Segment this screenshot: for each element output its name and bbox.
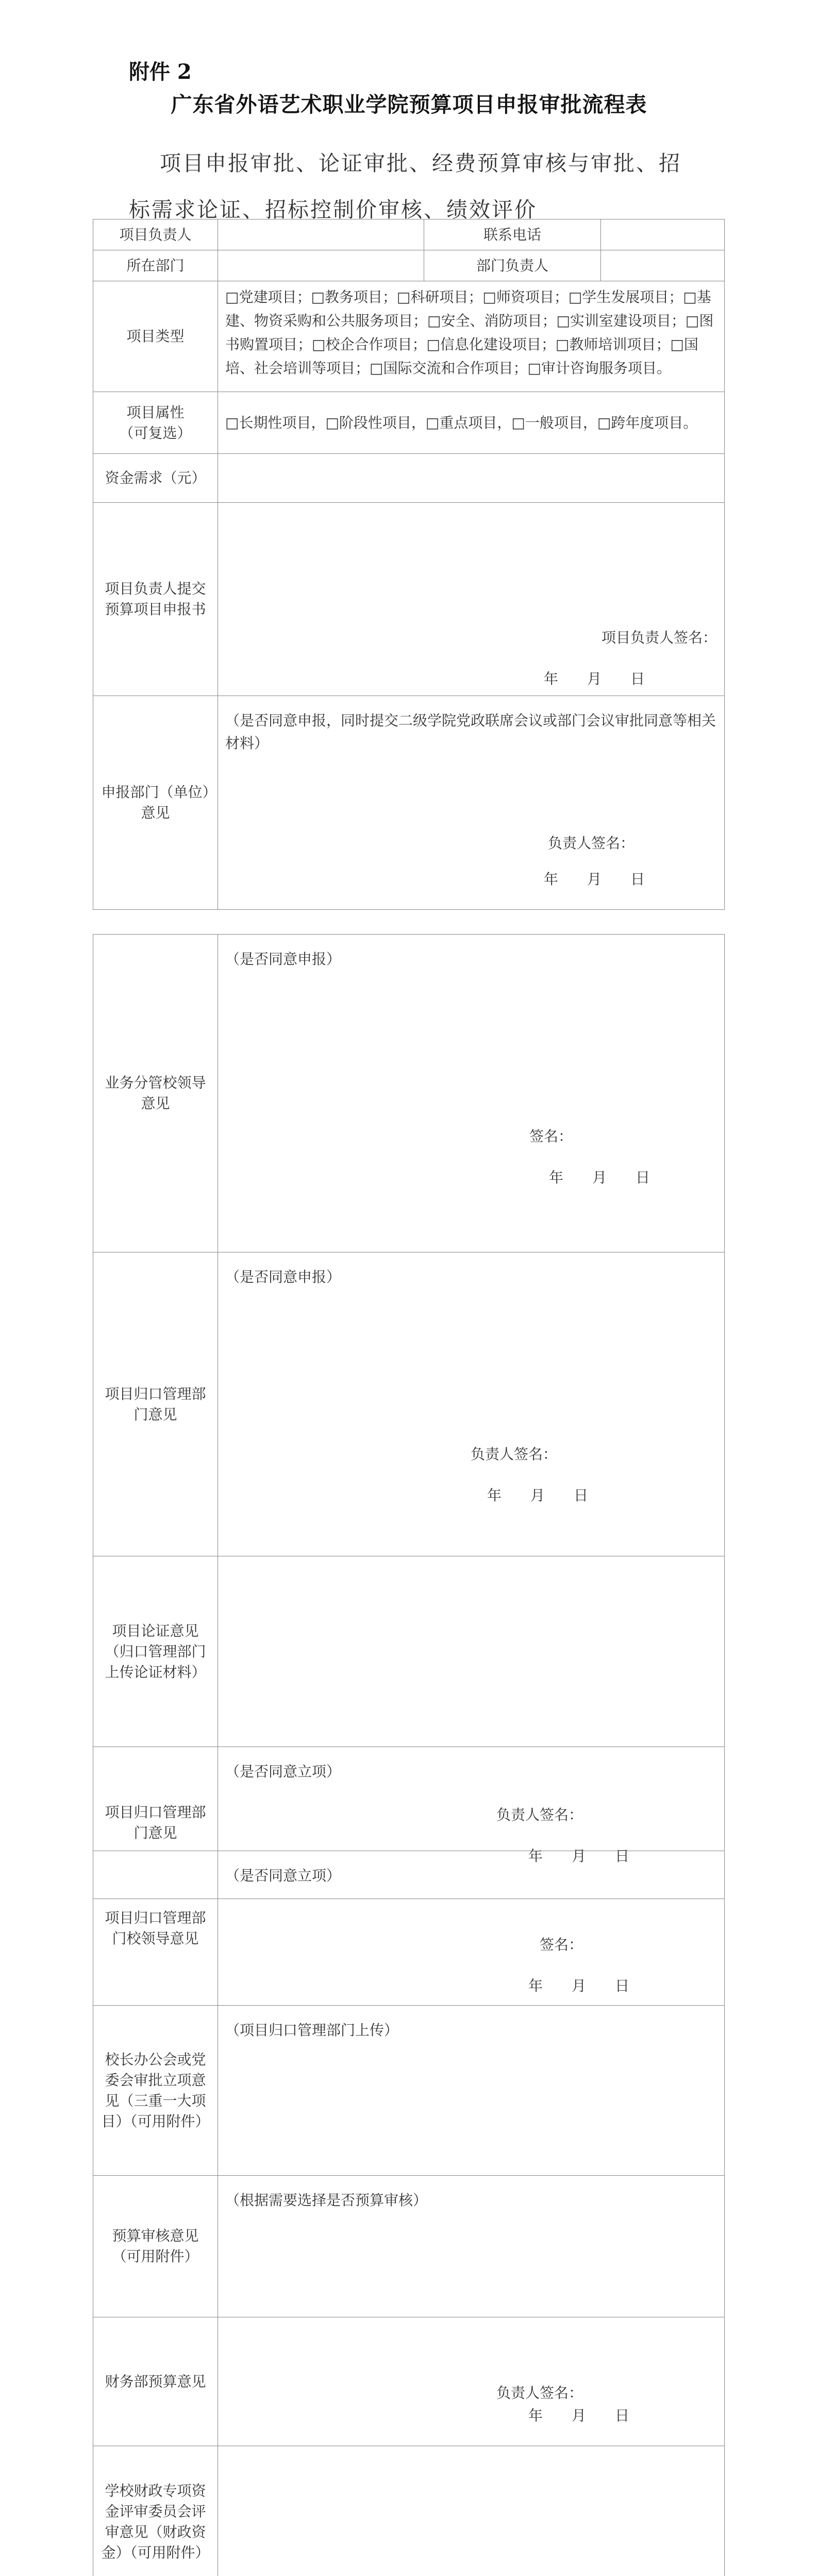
leader-date: 年 月 日 (548, 1169, 650, 1186)
owner-label: 项目负责人 (93, 219, 218, 250)
attr-label-cell (93, 392, 218, 454)
president-label: 校长办公会或党委会审批立项意见（三重一大项目）（可用附件） (93, 2006, 218, 2176)
demo-label: 项目论证意见（归口管理部门上传论证材料） (93, 1556, 218, 1747)
dept-opinion-cell[interactable] (218, 696, 725, 910)
applicant-label: 项目负责人提交预算项目申报书 (93, 503, 218, 696)
leader3-sign: 签名： (539, 1936, 583, 1953)
applicant-cell[interactable] (218, 503, 725, 696)
finance-cell[interactable] (218, 2317, 725, 2446)
dept-opinion-label: 申报部门（单位）意见 (93, 696, 218, 910)
form-title: 广东省外语艺术职业学院预算项目申报审批流程表 (171, 92, 647, 117)
dept-sign: 负责人签名： (548, 835, 635, 852)
mgmt-label: 项目归口管理部门意见 (93, 1252, 218, 1556)
finance-sign: 负责人签名： (496, 2384, 583, 2401)
mgmt2-date: 年 月 日 (528, 1848, 629, 1865)
mgmt2-label: 项目归口管理部门意见 (93, 1747, 218, 1899)
demo-cell[interactable] (218, 1556, 725, 1747)
review-table (93, 934, 725, 1899)
president-note: （项目归口管理部门上传） (225, 2022, 399, 2039)
leader3-cell[interactable] (218, 1851, 725, 2006)
finance-date: 年 月 日 (528, 2407, 629, 2424)
attr-sub-label: （可复选） (119, 424, 192, 442)
dept-head-label: 部门负责人 (424, 250, 601, 281)
budget-cell[interactable] (218, 2176, 725, 2317)
attr-options[interactable]: □长期性项目，□阶段性项目，□重点项目，□一般项目，□跨年度项目。 (218, 392, 725, 454)
mgmt-cell[interactable] (218, 1252, 725, 1556)
president-cell[interactable] (218, 2006, 725, 2176)
mgmt-sign: 负责人签名： (470, 1446, 557, 1463)
attr-label: 项目属性 (126, 403, 185, 421)
mgmt2-sign: 负责人签名： (496, 1806, 583, 1823)
fund-review-label: 学校财政专项资金评审委员会评审意见（财政资金）（可用附件） (93, 2446, 218, 2576)
fund-field[interactable] (218, 454, 725, 503)
leader3-note: （是否同意立项） (225, 1867, 341, 1884)
phone-label: 联系电话 (424, 219, 601, 250)
annex-label: 附件 2 (129, 60, 192, 84)
type-label: 项目类型 (93, 281, 218, 392)
owner-field[interactable] (218, 219, 424, 250)
dept-label: 所在部门 (93, 250, 218, 281)
dept-head-field[interactable] (601, 250, 725, 281)
application-table (93, 219, 725, 910)
dept-field[interactable] (218, 250, 424, 281)
leader-note: （是否同意申报） (225, 951, 341, 968)
fund-label: 资金需求（元） (93, 454, 218, 503)
leader-sign: 签名： (529, 1128, 573, 1145)
mgmt-date: 年 月 日 (487, 1487, 588, 1504)
budget-label: 预算审核意见（可用附件） (93, 2176, 218, 2317)
finance-label: 财务部预算意见 (93, 2317, 218, 2446)
form-subtitle: 项目申报审批、论证审批、经费预算审核与审批、招标需求论证、招标控制价审核、绩效评价 (129, 151, 681, 222)
type-options[interactable]: □党建项目；□教务项目；□科研项目；□师资项目；□学生发展项目；□基建、物资采购和公共服务项目；□安全、消防项目；□实训室建设项目；□图书购置项目；□校企合作项目；□信息化建设项目；□教师培训项目；□国培、社会培训等项目；□国际交流和合作项目；□审计咨询服务项目。 (218, 281, 725, 392)
phone-field[interactable] (601, 219, 725, 250)
dept-date: 年 月 日 (544, 871, 645, 888)
mgmt-note: （是否同意申报） (225, 1268, 341, 1285)
leader3-label: 项目归口管理部门校领导意见 (93, 1851, 218, 2006)
applicant-date: 年 月 日 (544, 670, 645, 687)
leader-label: 业务分管校领导意见 (93, 935, 218, 1252)
mgmt2-note: （是否同意立项） (225, 1763, 341, 1780)
leader3-date: 年 月 日 (528, 1977, 629, 1994)
approval-table (93, 1851, 725, 2576)
applicant-sign: 项目负责人签名： (602, 629, 717, 646)
leader-cell[interactable] (218, 935, 725, 1252)
fund-review-cell[interactable] (218, 2446, 725, 2576)
dept-opinion-note: （是否同意申报，同时提交二级学院党政联席会议或部门会议审批同意等相关材料） (225, 712, 716, 752)
budget-note: （根据需要选择是否预算审核） (225, 2192, 428, 2209)
